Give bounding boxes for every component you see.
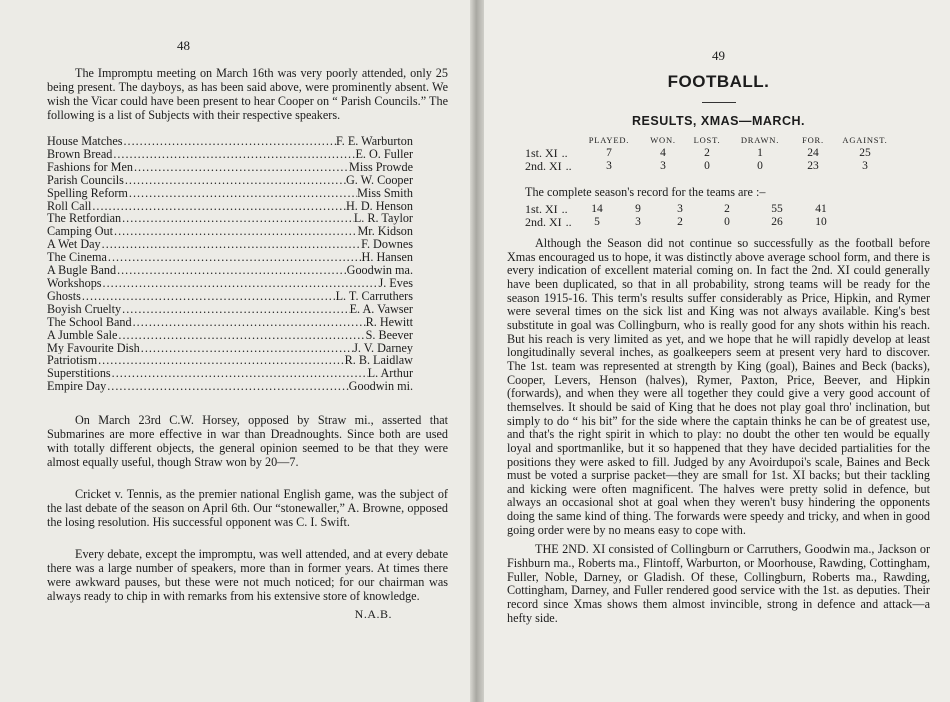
stat-cell: 14 [591,203,603,215]
impromptu-paragraph: The Impromptu meeting on March 16th was very poorly attended, only 25 being present. The dayboys, as has been said above, were prominently absent. We wish the Vicar could have been present to hear Cooper on “ Parish Councils.” The following is a list of Subjects with their respective speakers. [47,66,448,122]
speaker-name: F. E. Warburton [335,135,413,148]
attendance-paragraph: Every debate, except the impromptu, was well attended, and at every debate there was a large number of speakers, more than in former years. At times there were awkward pauses, but these were not much noticed; for our chairman was always ready to chip in with remarks from his extensive store of knowledge. [47,547,448,604]
header-drawn: DRAWN. [740,135,780,145]
team-label: 1st. XI [525,146,558,160]
speaker-name: F. Downes [361,238,413,252]
speaker-row [47,354,413,367]
speaker-row [47,135,413,148]
season-table [525,203,841,229]
dot-leader [122,135,335,148]
subject-label: A Wet Day [47,238,101,252]
stat-cell: 25 [859,147,871,159]
stat-cell: 1 [757,147,763,159]
stat-cell: 2 [677,216,683,228]
dot-leader [81,290,336,303]
speaker-row [47,329,413,342]
subject-label: Parish Councils [47,173,124,187]
results-subtitle: RESULTS, XMAS—MARCH. [632,114,805,128]
speaker-name: L. Arthur [367,367,413,381]
complete-season-heading: The complete season's record for the teams are :– [525,185,766,199]
stat-cell: 0 [757,160,763,172]
speaker-row [47,303,413,316]
speaker-name: J. V. Darney [353,341,413,355]
speaker-row [47,148,413,161]
speaker-row [47,342,413,355]
season-report-paragraph: Although the Season did not continue so successfully as the football before Xmas encouraged us to hope, it was distinctly above average school form, and there is every indication of excellent material coming on. In fact the 2nd. XI could generally have been duplicated, so that in all probability, strong teams will be ready for the season 1915-16. This term's results suffer considerably as Price, Hipkin, and Rymer were several times on the sick list and King was not always available. King's best substitute in goal was Collingburn, who is really good for any shots within his reach. But his reach is very limited as yet, and we hope that he will rapidly develop at least longitudinally several inches, as goalkeepers seem at present very hard to discover. The 1st. team was represented at strength by King (goal), Baines and Beck (backs), Cooper, Levers, Henson (halves), Rymer, Paxton, Price, Beever, and Hipkin (forwards), and when they were all together they could give a very good account of themselves. It should be said of King that he does not play goal thro' inclination, but simply to do “ his bit” for the side where the captain thinks he can be of greatest use, and that's the right spirit in which to play: no doubt the other ten would be equally loyal and sportmanlike, but it so happened that they have decided partialities for the positions they were asked to fill. Judged by any Avoirdupoi's scale, Baines and Beck must be voted a surprise packet—they are small for 1st. XI backs; but their tackling and kicking were often magnificent. The halves were pretty solid in defence, but always an occasional shot at goal when they weren't busy hindering the opponents doing the same kind of thing. The forwards were speedy and tricky, and when in good going order were by no means easy to cope with. [507,236,930,537]
dot-leader [107,251,362,264]
stat-cell: 9 [635,203,641,215]
subject-label: Superstitions [47,367,111,381]
subject-label: Workshops [47,276,102,290]
speaker-row [47,316,413,329]
subject-label: Ghosts [47,289,81,303]
dot-leader [111,367,368,380]
page-number-right: 49 [712,48,725,63]
author-signoff: N.A.B. [354,607,392,622]
dot-leader [91,200,346,213]
subject-label: A Jumble Sale [47,328,118,342]
dot-leader [121,212,354,225]
speaker-row [47,380,413,393]
dot-leader [133,161,349,174]
speaker-row [47,161,413,174]
stat-cell: 10 [815,216,827,228]
stat-cell: 23 [807,160,819,172]
speaker-name: L. T. Carruthers [335,289,413,303]
speaker-row [47,277,413,290]
stat-cell: 3 [635,216,641,228]
team-separator: .. [561,146,568,160]
speaker-name: Miss Smith [357,186,413,200]
stat-cell: 3 [660,160,666,172]
dot-leader [101,238,362,251]
dot-leader [97,354,345,367]
speaker-row [47,174,413,187]
section-title: FOOTBALL. [667,72,770,91]
team-row [525,160,895,173]
stat-cell: 3 [677,203,683,215]
second-eleven-paragraph: THE 2ND. XI consisted of Collingburn or Carruthers, Goodwin ma., Jackson or Fishburn ma., Roberts ma., Flintoff, Warburton, or Moorhouse, Rawding, Cottingham, Fuller, Noble, Darney, or Gladish. Of these, Collingburn, Roberts ma., Rawding, Cottingham, Darney, and Fuller rendered good service with the 1st. as deputies. Their record since Xmas shows them almost invincible, strong in defence and attack—a hefty side. [507,542,930,625]
dot-leader [132,316,366,329]
stat-cell: 4 [660,147,666,159]
speaker-name: R. B. Laidlaw [344,354,413,368]
stat-cell: 2 [724,203,730,215]
team-label: 1st. XI [525,202,558,216]
team-label: 2nd. XI [525,159,562,173]
team-row [525,203,841,216]
team-separator: .. [561,202,568,216]
title-rule [702,102,736,103]
subject-label: Patriotism [47,354,98,368]
speakers-list [47,135,413,393]
dot-leader [106,380,348,393]
subject-label: Spelling Reform [47,186,128,200]
left-page [0,0,474,702]
stat-cell: 3 [862,160,868,172]
dot-leader [140,342,353,355]
stat-cell: 2 [704,147,710,159]
subject-label: Fashions for Men [47,160,133,174]
dot-leader [117,329,365,342]
stat-cell: 0 [704,160,710,172]
dot-leader [102,277,379,290]
speaker-name: S. Beever [365,328,413,342]
dot-leader [124,174,346,187]
team-name [525,160,577,173]
stat-cell: 3 [606,160,612,172]
speaker-name: H. Hansen [361,251,413,265]
book-gutter [470,0,484,702]
results-table [525,135,895,173]
speaker-row [47,251,413,264]
dot-leader [121,303,349,316]
subject-label: Boyish Cruelty [47,302,122,316]
subject-label: My Favourite Dish [47,341,140,355]
stat-cell: 55 [771,203,783,215]
page-number-left: 48 [177,38,190,53]
header-won: WON. [650,135,676,145]
results-header-row [525,135,895,147]
speaker-name: E. A. Vawser [349,302,413,316]
team-name [525,216,577,229]
subject-label: House Matches [47,135,123,148]
subject-label: Brown Bread [47,147,113,161]
dot-leader [128,187,357,200]
header-against: AGAINST. [842,135,888,145]
subject-label: The Retfordian [47,212,122,226]
subject-label: Roll Call [47,199,92,213]
speaker-name: Goodwin ma. [346,264,413,277]
speaker-row [47,290,413,303]
stat-cell: 26 [771,216,783,228]
speaker-name: L. R. Taylor [353,212,413,226]
stat-cell: 24 [807,147,819,159]
stat-cell: 0 [724,216,730,228]
subject-label: The School Band [47,315,132,329]
horsey-debate-paragraph: On March 23rd C.W. Horsey, opposed by Straw mi., asserted that Submarines are more effective in war than Dreadnoughts. Since both are used with totally different objects, the general opinion seemed to be that they were almost equally useful, though Straw won by 20—7. [47,413,448,470]
team-row [525,147,895,160]
speaker-row [47,200,413,213]
speaker-name: H. D. Henson [345,199,413,213]
speaker-name: E. O. Fuller [355,147,413,161]
speaker-row [47,212,413,225]
header-lost: LOST. [693,135,721,145]
stat-cell: 5 [594,216,600,228]
speaker-name: Goodwin mi. [348,380,413,394]
stat-cell: 7 [606,147,612,159]
team-separator: .. [565,159,572,173]
dot-leader [113,225,357,238]
speaker-name: R. Hewitt [365,315,413,329]
speaker-name: G. W. Cooper [345,173,413,187]
subject-label: Empire Day [47,380,107,394]
speaker-row [47,264,413,277]
team-separator: .. [565,215,572,229]
speaker-row [47,367,413,380]
speaker-row [47,187,413,200]
subject-label: Camping Out [47,225,114,239]
team-row [525,216,841,229]
dot-leader [112,148,355,161]
header-for: FOR. [802,135,824,145]
speaker-row [47,238,413,251]
speaker-name: Mr. Kidson [357,225,413,239]
speaker-row [47,225,413,238]
speaker-name: J. Eves [378,276,413,290]
dot-leader [116,264,347,277]
cricket-debate-paragraph: Cricket v. Tennis, as the premier national English game, was the subject of the last debate of the season on April 6th. Our “stonewaller,” A. Browne, opposed the losing resolution. His successful opponent was C. I. Swift. [47,487,448,530]
subject-label: A Bugle Band [47,264,117,277]
speaker-name: Miss Prowde [349,160,413,174]
right-page [474,0,950,702]
header-played: PLAYED. [588,135,630,145]
stat-cell: 41 [815,203,827,215]
team-label: 2nd. XI [525,215,562,229]
subject-label: The Cinema [47,251,107,265]
